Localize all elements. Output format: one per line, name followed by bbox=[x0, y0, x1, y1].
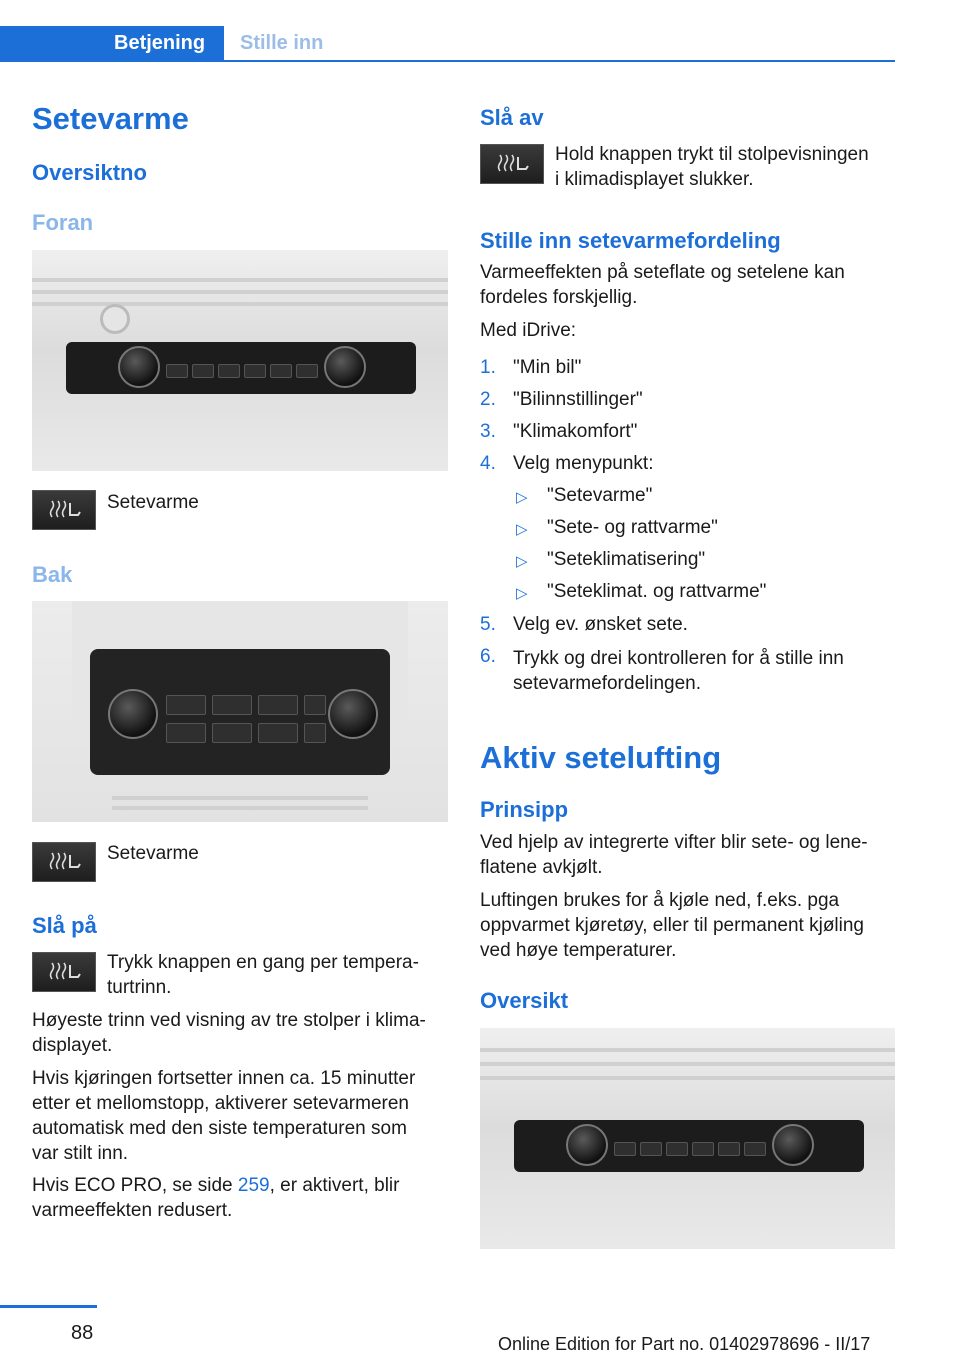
step-number: 2. bbox=[480, 389, 496, 410]
ventilation-title: Aktiv setelufting bbox=[480, 740, 722, 775]
tab-stille-inn[interactable]: Stille inn bbox=[240, 32, 324, 54]
rear-heading: Bak bbox=[32, 562, 73, 587]
distribution-text: Varmeeffekten på seteflate og setelene kan fordeles forskjellig. bbox=[480, 262, 845, 308]
substep-text: "Setevarme" bbox=[547, 485, 653, 506]
turn-off-heading: Slå av bbox=[480, 105, 544, 130]
step-text: Velg ev. ønsket sete. bbox=[513, 614, 688, 635]
restart-paragraph: Hvis kjøringen fortsetter innen ca. 15 minutter etter et mellomstopp, aktiverer setevarmeren automatisk med den siste temperaturen som var stilt inn. bbox=[32, 1068, 416, 1164]
idrive-label: Med iDrive: bbox=[480, 320, 577, 341]
substep-text: "Seteklimat. og rattvarme" bbox=[547, 581, 767, 602]
seat-heating-icon bbox=[32, 842, 96, 882]
eco-pro-paragraph: Hvis ECO PRO, se side 259, er aktivert, blir varmeeffekten redusert. bbox=[32, 1175, 400, 1221]
ventilation-use-text: Luftingen brukes for å kjøle ned, f.eks. pga oppvarmet kjøretøy, eller til permanent kjøling ved høye temperaturer. bbox=[480, 890, 864, 961]
step-number: 1. bbox=[480, 357, 496, 378]
principle-text: Ved hjelp av integrerte vifter blir sete- og lene- flatene avkjølt. bbox=[480, 832, 868, 878]
step-text: "Klimakomfort" bbox=[513, 421, 638, 442]
substep-text: "Sete- og rattvarme" bbox=[547, 517, 718, 538]
rear-caption: Setevarme bbox=[107, 843, 199, 864]
edition-text: Online Edition for Part no. 01402978696 - II/17 bbox=[498, 1334, 871, 1354]
substep-text: "Seteklimatisering" bbox=[547, 549, 706, 570]
overview-heading-right: Oversikt bbox=[480, 988, 569, 1013]
page-number: 88 bbox=[71, 1322, 94, 1344]
turn-off-text: Hold knappen trykt til stolpevisningen i klimadisplayet slukker. bbox=[555, 144, 869, 190]
step-text: Velg menypunkt: bbox=[513, 453, 654, 474]
seat-heating-icon bbox=[32, 490, 96, 530]
turn-on-heading: Slå på bbox=[32, 913, 97, 938]
front-heading: Foran bbox=[32, 210, 94, 235]
step-number: 4. bbox=[480, 453, 496, 474]
distribution-heading: Stille inn setevarmefordeling bbox=[480, 228, 781, 253]
step-number: 5. bbox=[480, 614, 496, 635]
bullet-triangle-icon: ▷ bbox=[516, 521, 528, 538]
step-number: 3. bbox=[480, 421, 496, 442]
section-tabs bbox=[0, 26, 895, 62]
step-number: 6. bbox=[480, 646, 496, 667]
principle-heading: Prinsipp bbox=[480, 797, 569, 822]
ventilation-panel-image bbox=[480, 1028, 895, 1249]
seat-heating-icon bbox=[480, 144, 544, 184]
overview-heading: Oversiktno bbox=[32, 160, 147, 185]
step-text: Trykk og drei kontrolleren for å stille inn setevarmefordelingen. bbox=[513, 648, 844, 694]
tab-betjening[interactable]: Betjening bbox=[0, 26, 224, 60]
page-link-259[interactable]: 259 bbox=[237, 1175, 270, 1196]
page-title: Setevarme bbox=[32, 101, 189, 136]
footer-divider bbox=[0, 1305, 97, 1308]
rear-climate-panel-image bbox=[32, 601, 448, 822]
bullet-triangle-icon: ▷ bbox=[516, 553, 528, 570]
highest-level-paragraph: Høyeste trinn ved visning av tre stolper i klima- displayet. bbox=[32, 1010, 426, 1056]
front-climate-panel-image bbox=[32, 250, 448, 471]
step-text: "Min bil" bbox=[513, 357, 582, 378]
step-text: "Bilinnstillinger" bbox=[513, 389, 643, 410]
seat-heating-icon bbox=[32, 952, 96, 992]
bullet-triangle-icon: ▷ bbox=[516, 489, 528, 506]
turn-on-text: Trykk knappen en gang per tempera- turtrinn. bbox=[107, 952, 419, 998]
front-caption: Setevarme bbox=[107, 492, 199, 513]
bullet-triangle-icon: ▷ bbox=[516, 585, 528, 602]
